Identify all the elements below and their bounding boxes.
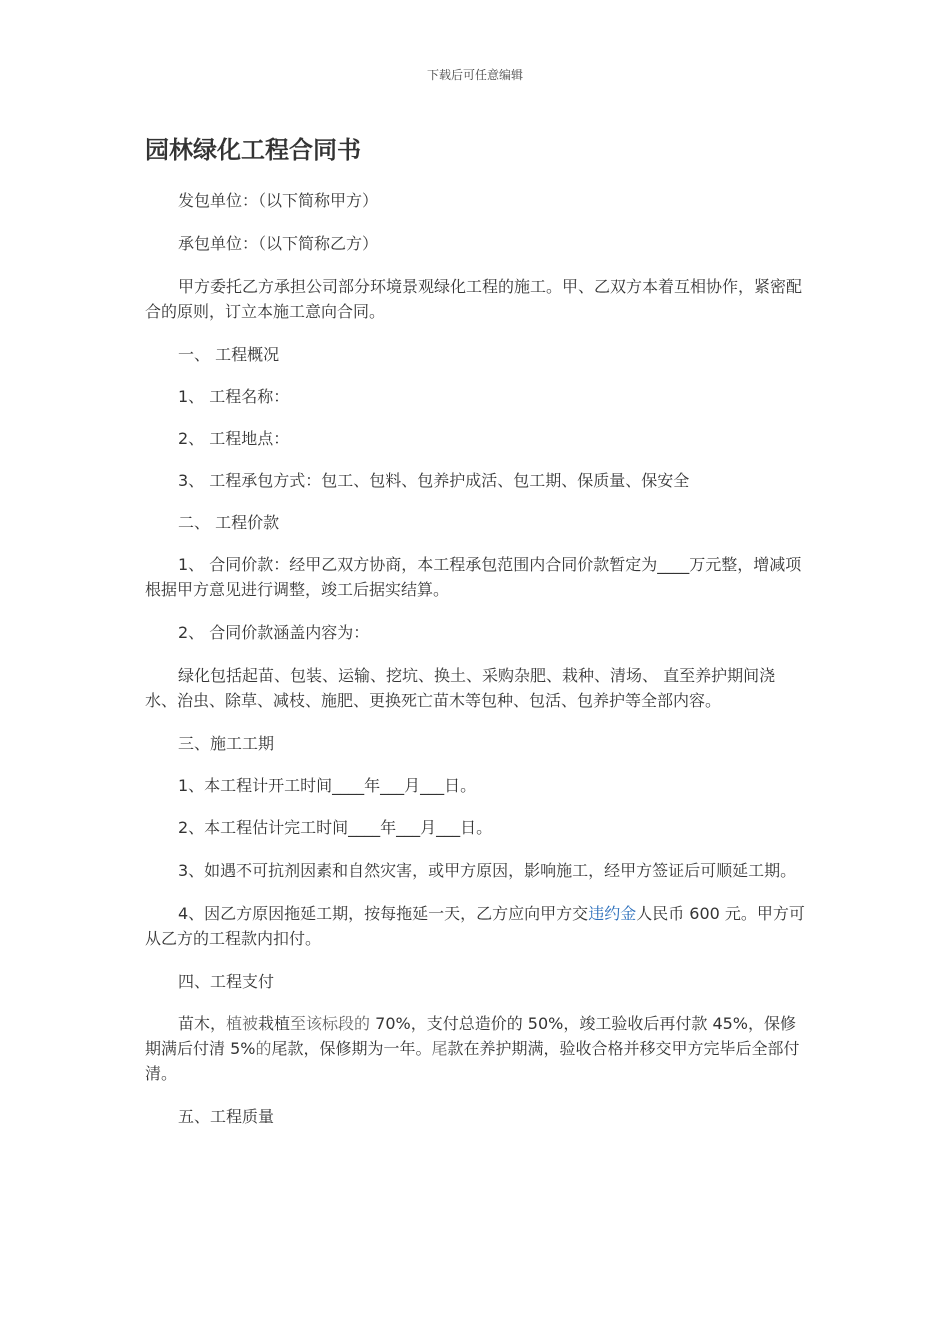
paragraph-project-location: 2、 工程地点： bbox=[178, 429, 290, 448]
payment-text-grey1: 植被 bbox=[226, 1014, 259, 1033]
document-title: 园林绿化工程合同书 bbox=[145, 136, 361, 164]
paragraph-delay-penalty bbox=[145, 901, 805, 951]
paragraph-contract-method: 3、 工程承包方式：包工、包料、包养护成活、包工期、保质量、保安全 bbox=[178, 471, 690, 490]
paragraph-end-date: 2、本工程估计完工时间____年___月___日。 bbox=[178, 818, 493, 837]
delay-penalty-text-b: 人民币 600 元。甲方可从乙方的工程款内扣付。 bbox=[145, 904, 805, 948]
paragraph-force-majeure: 3、如遇不可抗剂因素和自然灾害，或甲方原因，影响施工，经甲方签证后可顺延工期。 bbox=[178, 861, 797, 880]
paragraph-payment-terms bbox=[145, 1011, 805, 1086]
header-note: 下载后可任意编辑 bbox=[426, 68, 523, 82]
payment-text-grey4: 尾 bbox=[431, 1039, 448, 1058]
paragraph-start-date: 1、本工程计开工时间____年___月___日。 bbox=[178, 776, 477, 795]
paragraph-project-name: 1、 工程名称： bbox=[178, 387, 290, 406]
section-heading-quality: 五、工程质量 bbox=[178, 1107, 275, 1126]
payment-text-b: 栽植 bbox=[258, 1014, 291, 1033]
payment-text-c: 70%，支付总造价的 50%，竣工验收后再付款 45%，保修期满后付清 5% bbox=[145, 1014, 797, 1058]
payment-text-e: 款在养护期满，验收合格并移交甲方完毕后全部付清。 bbox=[145, 1039, 800, 1083]
section-heading-payment: 四、工程支付 bbox=[178, 972, 275, 991]
paragraph-contractor-party-b: 承包单位：（以下简称乙方） bbox=[178, 234, 379, 253]
payment-text-grey3: 的 bbox=[255, 1039, 272, 1058]
section-heading-price: 二、 工程价款 bbox=[178, 513, 280, 532]
payment-text-a: 苗木， bbox=[178, 1014, 227, 1033]
penalty-link[interactable]: 违约金 bbox=[588, 904, 637, 923]
section-heading-overview: 一、 工程概况 bbox=[178, 345, 280, 364]
paragraph-price-scope: 2、 合同价款涵盖内容为： bbox=[178, 623, 370, 642]
paragraph-contractor-party-a: 发包单位：（以下简称甲方） bbox=[178, 191, 379, 210]
paragraph-intro: 甲方委托乙方承担公司部分环境景观绿化工程的施工。甲、乙双方本着互相协作，紧密配合的原则，订立本施工意向合同。 bbox=[145, 277, 803, 321]
section-heading-schedule: 三、施工工期 bbox=[178, 734, 275, 753]
document-body bbox=[145, 132, 805, 1147]
paragraph-greening-scope: 绿化包括起苗、包装、运输、挖坑、换土、采购杂肥、栽种、清场、 直至养护期间浇水、治虫、除草、减枝、施肥、更换死亡苗木等包种、包活、包养护等全部内容。 bbox=[145, 666, 776, 710]
paragraph-contract-price: 1、 合同价款：经甲乙双方协商，本工程承包范围内合同价款暂定为____万元整，增减项根据甲方意见进行调整，竣工后据实结算。 bbox=[145, 555, 802, 599]
payment-text-d: 尾款，保修期为一年。 bbox=[271, 1039, 432, 1058]
payment-text-grey2: 至该标段的 bbox=[290, 1014, 371, 1033]
delay-penalty-text-a: 4、因乙方原因拖延工期，按每拖延一天，乙方应向甲方交 bbox=[178, 904, 589, 923]
